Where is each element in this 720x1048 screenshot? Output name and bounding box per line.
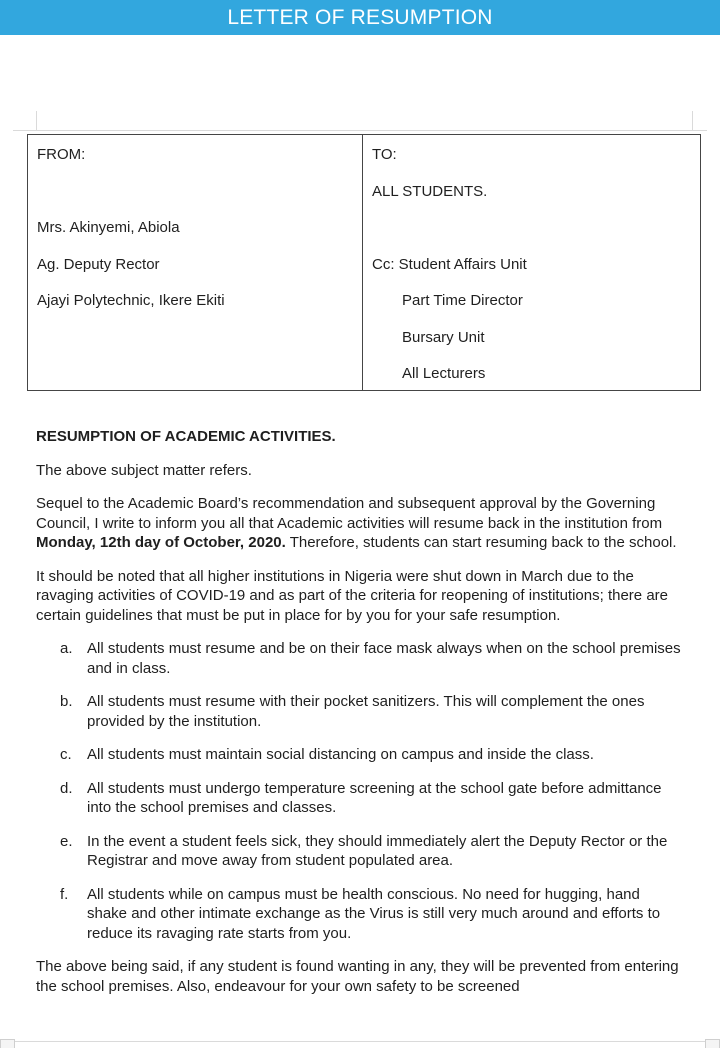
resumption-date: Monday, 12th day of October, 2020.: [36, 534, 286, 551]
list-item-text: All students must resume and be on their face mask always when on the school premises and in class.: [87, 640, 681, 677]
list-item-label: d.: [60, 779, 73, 797]
list-item-text: All students while on campus must be health conscious. No need for hugging, hand shake and other intimate exchange as the Virus is still very much around and efforts to reduce its ravaging rate starts from you.: [87, 885, 661, 942]
from-label: FROM:: [37, 146, 86, 163]
corner-mark-right: [705, 1039, 720, 1048]
blank-line: [372, 210, 692, 247]
list-item-text: All students must undergo temperature screening at the school gate before admittance into the school premises and classes.: [87, 779, 662, 816]
list-item: [60, 885, 684, 944]
guidelines-list: [36, 639, 684, 943]
page-top-edge-line: [13, 130, 707, 131]
recipient: ALL STUDENTS.: [372, 182, 488, 200]
list-item: [60, 639, 684, 678]
list-item-text: All students must resume with their pocket sanitizers. This will complement the ones provided by the institution.: [87, 693, 645, 730]
list-item: [60, 745, 684, 765]
cc-item: All Lecturers: [402, 365, 486, 382]
to-label: TO:: [372, 146, 397, 163]
from-to-table: [27, 134, 701, 391]
cc-item: Part Time Director: [402, 292, 523, 309]
list-item-label: e.: [60, 832, 73, 850]
paragraph-resumption: [36, 494, 684, 553]
list-item-text: All students must maintain social distancing on campus and inside the class.: [87, 746, 594, 763]
corner-mark-left: [0, 1039, 15, 1048]
closing-paragraph: The above being said, if any student is found wanting in any, they will be prevented from entering the school premises. Also, endeavour for your own safety to be screened: [36, 958, 679, 995]
paragraph-refers: The above subject matter refers.: [36, 461, 252, 479]
letter-body: [36, 427, 684, 1035]
blank-line: [37, 174, 354, 211]
sender-title: Ag. Deputy Rector: [37, 255, 160, 273]
margin-tick-right: [692, 111, 693, 130]
list-item: [60, 832, 684, 871]
margin-tick-left: [36, 111, 37, 130]
app-title: LETTER OF RESUMPTION: [227, 5, 493, 29]
list-item: [60, 692, 684, 731]
paragraph-resumption-post: Therefore, students can start resuming back to the school.: [285, 534, 677, 551]
list-item-label: a.: [60, 640, 73, 657]
page-bottom-edge-line: [12, 1041, 708, 1042]
list-item-label: c.: [60, 746, 72, 763]
sender-name: Mrs. Akinyemi, Abiola: [37, 219, 180, 236]
list-item: [60, 779, 684, 818]
from-cell: [28, 135, 363, 390]
cc-item: Bursary Unit: [402, 328, 485, 346]
cc-label: Cc: Student Affairs Unit: [372, 255, 527, 273]
list-item-label: b.: [60, 693, 73, 710]
subject-heading: RESUMPTION OF ACADEMIC ACTIVITIES.: [36, 428, 336, 445]
paragraph-resumption-pre: Sequel to the Academic Board’s recommendation and subsequent approval by the Governing Council, I write to inform you all that Academic activities will resume back in the institution from: [36, 495, 663, 532]
sender-institution: Ajayi Polytechnic, Ikere Ekiti: [37, 292, 225, 309]
paragraph-covid-context: It should be noted that all higher institutions in Nigeria were shut down in March due to the ravaging activities of COVID-19 and as part of the criteria for reopening of institutions; there are certain guidelines that must be put in place for by you for your safe resumption.: [36, 567, 668, 624]
to-cell: [363, 135, 700, 390]
list-item-text: In the event a student feels sick, they should immediately alert the Deputy Rector or the Registrar and move away from student populated area.: [87, 832, 668, 869]
app-header: [0, 0, 720, 35]
list-item-label: f.: [60, 885, 69, 903]
